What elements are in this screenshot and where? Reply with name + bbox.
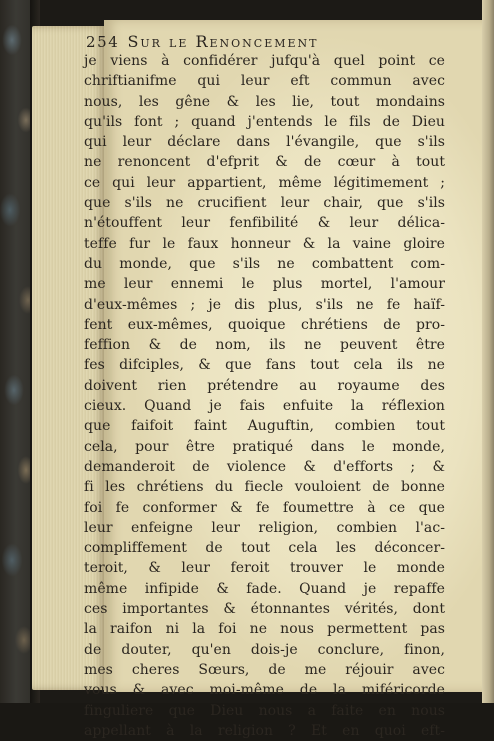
text-line: demanderoit de violence & d'efforts ; & bbox=[84, 458, 445, 475]
text-line: fent eux-mêmes, quoique chrétiens de pro- bbox=[84, 316, 445, 333]
text-line: que s'ils ne crucifient leur chair, que s'ils bbox=[84, 195, 445, 212]
page-text bbox=[84, 32, 445, 741]
text-line: de douter, qu'en dois-je conclure, finon, bbox=[84, 641, 445, 658]
text-line: feffion & de nom, ils ne peuvent être bbox=[84, 337, 445, 354]
text-line: fi les chrétiens du fiecle vouloient de bonne bbox=[84, 479, 445, 496]
text-line: cieux. Quand je fais enfuite la réflexion bbox=[84, 398, 445, 415]
text-line: foi fe conformer & fe foumettre à ce que bbox=[84, 499, 445, 516]
text-line: appellant à la religion ? Et en quoi eft- bbox=[84, 722, 445, 739]
text-line: fes difciples, & que fans tout cela ils ne bbox=[84, 357, 445, 374]
text-line: qui leur déclare dans l'évangile, que s'ils bbox=[84, 134, 445, 151]
page-number: 254 bbox=[86, 33, 120, 51]
text-line: que faifoit faint Auguftin, combien tout bbox=[84, 418, 445, 435]
body-text bbox=[84, 51, 445, 741]
text-line: compliffement de tout cela les déconcer- bbox=[84, 540, 445, 557]
text-line: cela, pour être pratiqué dans le monde, bbox=[84, 438, 445, 455]
text-line: du monde, que s'ils ne combattent com- bbox=[84, 255, 445, 272]
text-line: doivent rien prétendre au royaume des bbox=[84, 377, 445, 394]
text-line: leur enfeigne leur religion, combien l'ac- bbox=[84, 519, 445, 536]
text-line: même infipide & fade. Quand je repaffe bbox=[84, 580, 445, 597]
text-line: ces importantes & étonnantes vérités, dont bbox=[84, 601, 445, 618]
text-line: la raifon ni la foi ne nous permettent pas bbox=[84, 621, 445, 638]
text-line: n'étouffent leur fenfibilité & leur délica- bbox=[84, 215, 445, 232]
text-line: vous & avec moi-même de la miféricorde bbox=[84, 682, 445, 699]
running-title: Sur le Renoncement bbox=[127, 32, 319, 51]
text-line: mes cheres Sœurs, de me réjouir avec bbox=[84, 661, 445, 678]
facing-page-edge bbox=[482, 0, 494, 703]
text-line: teroit, & leur feroit trouver le monde bbox=[84, 560, 445, 577]
text-line: finguliere que Dieu nous a faite en nous bbox=[84, 702, 445, 719]
running-head bbox=[86, 32, 445, 52]
text-line: teffe fur le faux honneur & la vaine gloire bbox=[84, 235, 445, 252]
text-line: ce qui leur appartient, même légitimement ; bbox=[84, 174, 445, 191]
text-line: qu'ils font ; quand j'entends le fils de Dieu bbox=[84, 113, 445, 130]
text-line: nous, les gêne & les lie, tout mondains bbox=[84, 93, 445, 110]
text-line: ne renoncent d'efprit & de cœur à tout bbox=[84, 154, 445, 171]
text-line: me leur ennemi le plus mortel, l'amour bbox=[84, 276, 445, 293]
text-line: d'eux-mêmes ; je dis plus, s'ils ne fe haïf- bbox=[84, 296, 445, 313]
text-line: je viens à confidérer jufqu'à quel point ce bbox=[84, 53, 445, 69]
text-line: chriftianifme qui leur eft commun avec bbox=[84, 73, 445, 90]
